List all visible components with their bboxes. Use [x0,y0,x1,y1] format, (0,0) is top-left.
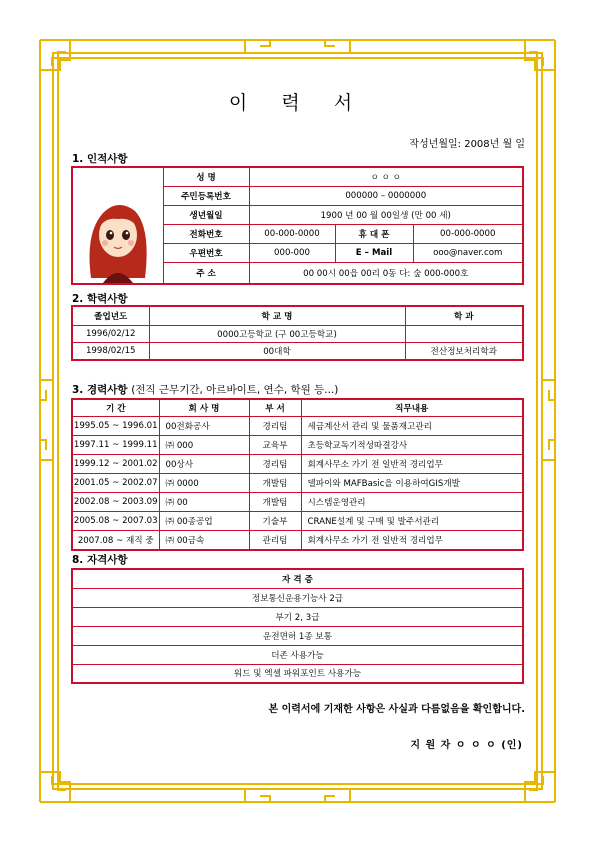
post-label: 우편번호 [163,243,249,262]
edu-cell: 0000고등학교 (구 00고등학교) [149,325,405,342]
table-row [72,455,523,474]
birth-label: 생년월일 [163,205,249,224]
name-label: 성 명 [163,167,249,186]
phone-value: 00-000-0000 [249,224,335,243]
license-header: 자 격 증 [72,569,523,588]
career-cell: CRANE설계 및 구매 및 발주서관리 [301,512,523,531]
career-cell: 1997.11 ~ 1999.11 [72,436,159,455]
career-table [71,398,524,551]
phone-label: 전화번호 [163,224,249,243]
id-label: 주민등록번호 [163,186,249,205]
list-item [72,645,523,664]
edu-header-year: 졸업년도 [72,306,149,325]
career-cell: 경리팀 [249,417,301,436]
table-row [72,342,523,360]
id-value: 000000 – 0000000 [249,186,523,205]
career-cell: 델파이와 MAFBasic을 이용하여GIS개발 [301,474,523,493]
photo-cell [72,167,163,284]
career-cell: ㈜ 00 [159,493,249,512]
license-item: 부기 2, 3급 [72,607,523,626]
table-row [72,436,523,455]
email-value: ooo@naver.com [413,243,523,262]
mobile-label: 휴 대 폰 [335,224,413,243]
career-header-dept: 부 서 [249,399,301,417]
career-heading-text: 3. 경력사항 [72,384,128,396]
name-value: ㅇ ㅇ ㅇ [249,167,523,186]
license-item: 워드 및 엑셀 파워포인트 사용가능 [72,664,523,683]
edu-header-major: 학 과 [405,306,523,325]
edu-cell [405,325,523,342]
date-line: 작성년월일: 2008년 월 일 [409,139,525,150]
birth-value: 1900 년 00 월 00일생 (만 00 세) [249,205,523,224]
career-cell: 교육부 [249,436,301,455]
edu-cell: 1996/02/12 [72,325,149,342]
career-header-duty: 직무내용 [301,399,523,417]
career-cell: 회계사무소 가기 전 일반적 경리업무 [301,455,523,474]
email-label: E – Mail [335,243,413,262]
list-item [72,607,523,626]
mobile-value: 00-000-0000 [413,224,523,243]
career-cell: 기술부 [249,512,301,531]
edu-header-school: 학 교 명 [149,306,405,325]
list-item [72,664,523,683]
table-row [72,325,523,342]
career-note: (전직 근무기간, 아르바이트, 연수, 학원 등...) [131,384,339,396]
table-row [72,474,523,493]
career-cell: 경리팀 [249,455,301,474]
career-cell: 1999.12 ~ 2001.02 [72,455,159,474]
table-row [72,417,523,436]
career-cell: 00전화공사 [159,417,249,436]
career-cell: 개발팀 [249,493,301,512]
career-cell: 개발팀 [249,474,301,493]
edu-cell: 00대학 [149,342,405,360]
table-row [72,493,523,512]
license-item: 더존 사용가능 [72,645,523,664]
career-cell: 00상사 [159,455,249,474]
career-cell: 세금계산서 관리 및 물품재고관리 [301,417,523,436]
career-cell: ㈜ 000 [159,436,249,455]
career-cell: 시스템운영관리 [301,493,523,512]
career-heading [72,382,338,397]
signature-line: 지 원 자 ㅇ ㅇ ㅇ (인) [410,740,523,751]
addr-label: 주 소 [163,262,249,284]
avatar-illustration [83,183,153,283]
career-header-period: 기 간 [72,399,159,417]
personal-table [71,166,524,285]
confirm-statement: 본 이력서에 기재한 사항은 사실과 다름없음을 확인합니다. [268,704,525,715]
license-table [71,568,524,684]
list-item [72,588,523,607]
career-cell: ㈜ 0000 [159,474,249,493]
edu-cell: 전산정보처리학과 [405,342,523,360]
license-item: 정보통신운용기능사 2급 [72,588,523,607]
list-item [72,626,523,645]
table-row [72,531,523,550]
education-heading: 2. 학력사항 [72,293,128,305]
career-cell: 2002.08 ~ 2003.09 [72,493,159,512]
post-value: 000-000 [249,243,335,262]
career-cell: 회계사무소 가기 전 일반적 경리업무 [301,531,523,550]
personal-heading: 1. 인적사항 [72,153,128,165]
career-cell: 2005.08 ~ 2007.03 [72,512,159,531]
edu-cell: 1998/02/15 [72,342,149,360]
career-cell: ㈜ 00종공업 [159,512,249,531]
table-row [72,512,523,531]
career-cell: 1995.05 ~ 1996.01 [72,417,159,436]
addr-value: 00 00시 00읍 00리 0동 다: 숲 000-000호 [249,262,523,284]
career-header-company: 회 사 명 [159,399,249,417]
education-table [71,305,524,361]
career-cell: 관리팀 [249,531,301,550]
career-cell: ㈜ 00금속 [159,531,249,550]
career-cell: 2001.05 ~ 2002.07 [72,474,159,493]
career-cell: 초등학교독기적성따결강사 [301,436,523,455]
license-heading: 8. 자격사항 [72,554,128,566]
license-item: 운전면허 1종 보통 [72,626,523,645]
career-cell: 2007.08 ~ 재직 중 [72,531,159,550]
page-title: 이 력 서 [228,92,367,114]
